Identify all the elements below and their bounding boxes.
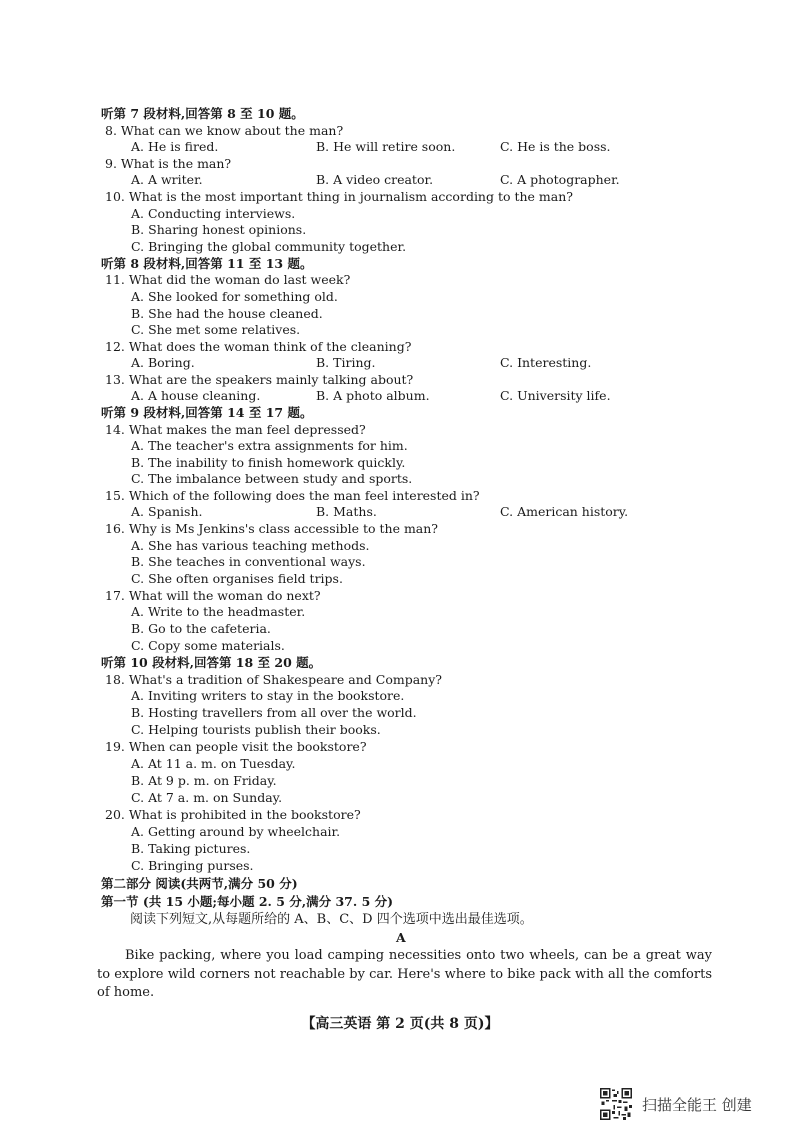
question-text: 18. What's a tradition of Shakespeare and Company?	[105, 672, 442, 687]
passage-text: Bike packing, where you load camping necessities onto two wheels, can be a great way to explore wild corners not reachable by car. Here's where to bike pack with all the comforts of home.	[97, 948, 712, 1000]
answer-option: C. Interesting.	[500, 355, 592, 370]
answer-option: A. She looked for something old.	[131, 289, 338, 304]
answer-option: C. The imbalance between study and sports.	[131, 471, 413, 486]
section-subtitle: 第一节 (共 15 小题;每小题 2. 5 分,满分 37. 5 分)	[101, 894, 394, 909]
answer-option: A. The teacher's extra assignments for him.	[131, 438, 408, 453]
watermark	[600, 1088, 780, 1122]
question-text: 10. What is the most important thing in journalism according to the man?	[105, 189, 573, 204]
question-text: 9. What is the man?	[105, 156, 232, 171]
answer-option: A. At 11 a. m. on Tuesday.	[131, 756, 296, 771]
answer-option: B. The inability to finish homework quickly.	[131, 455, 406, 470]
answer-option: B. Taking pictures.	[131, 841, 251, 856]
answer-option: C. University life.	[500, 388, 611, 403]
answer-option: A. Boring.	[131, 355, 195, 370]
page-footer: 【高三英语 第 2 页(共 8 页)】	[301, 1016, 499, 1032]
answer-option: C. American history.	[500, 504, 629, 519]
instruction: 阅读下列短文,从每题所给的 A、B、C、D 四个选项中选出最佳选项。	[130, 912, 533, 927]
answer-option: B. Go to the cafeteria.	[131, 621, 271, 636]
answer-option: C. He is the boss.	[500, 139, 611, 154]
answer-option: C. She met some relatives.	[131, 322, 301, 337]
answer-option: C. She often organises field trips.	[131, 571, 343, 586]
answer-option: B. A photo album.	[316, 388, 430, 403]
answer-option: B. Hosting travellers from all over the world.	[131, 705, 417, 720]
question-text: 12. What does the woman think of the cleaning?	[105, 339, 412, 354]
watermark-text: 扫描全能王 创建	[642, 1096, 752, 1114]
passage-label: A	[396, 930, 406, 945]
answer-option: A. Inviting writers to stay in the bookstore.	[131, 688, 405, 703]
qr-code-icon	[600, 1088, 632, 1120]
answer-option: B. Tiring.	[316, 355, 376, 370]
answer-option: B. Sharing honest opinions.	[131, 222, 307, 237]
answer-option: A. A house cleaning.	[131, 388, 261, 403]
question-text: 14. What makes the man feel depressed?	[105, 422, 366, 437]
answer-option: B. A video creator.	[316, 172, 434, 187]
answer-option: A. Write to the headmaster.	[131, 604, 306, 619]
answer-option: A. She has various teaching methods.	[131, 538, 370, 553]
answer-option: B. At 9 p. m. on Friday.	[131, 773, 277, 788]
answer-option: A. A writer.	[131, 172, 203, 187]
answer-option: A. Getting around by wheelchair.	[131, 824, 341, 839]
answer-option: A. He is fired.	[131, 139, 219, 154]
question-text: 16. Why is Ms Jenkins's class accessible to the man?	[105, 521, 439, 536]
answer-option: C. Copy some materials.	[131, 638, 285, 653]
question-text: 17. What will the woman do next?	[105, 588, 321, 603]
question-text: 20. What is prohibited in the bookstore?	[105, 807, 361, 822]
answer-option: C. Bringing purses.	[131, 858, 254, 873]
answer-option: C. At 7 a. m. on Sunday.	[131, 790, 283, 805]
question-text: 19. When can people visit the bookstore?	[105, 739, 367, 754]
answer-option: A. Conducting interviews.	[131, 206, 296, 221]
answer-option: B. She had the house cleaned.	[131, 306, 323, 321]
section-title: 第二部分 阅读(共两节,满分 50 分)	[101, 876, 298, 891]
section-heading: 听第 7 段材料,回答第 8 至 10 题。	[101, 106, 304, 121]
question-text: 13. What are the speakers mainly talking about?	[105, 372, 414, 387]
answer-option: B. She teaches in conventional ways.	[131, 554, 366, 569]
section-heading: 听第 10 段材料,回答第 18 至 20 题。	[101, 655, 322, 670]
answer-option: C. A photographer.	[500, 172, 620, 187]
answer-option: C. Bringing the global community together.	[131, 239, 407, 254]
section-heading: 听第 8 段材料,回答第 11 至 13 题。	[101, 256, 313, 271]
question-text: 15. Which of the following does the man feel interested in?	[105, 488, 480, 503]
question-text: 11. What did the woman do last week?	[105, 272, 351, 287]
answer-option: B. Maths.	[316, 504, 377, 519]
question-text: 8. What can we know about the man?	[105, 123, 344, 138]
section-heading: 听第 9 段材料,回答第 14 至 17 题。	[101, 405, 313, 420]
answer-option: A. Spanish.	[131, 504, 203, 519]
answer-option: B. He will retire soon.	[316, 139, 456, 154]
answer-option: C. Helping tourists publish their books.	[131, 722, 381, 737]
